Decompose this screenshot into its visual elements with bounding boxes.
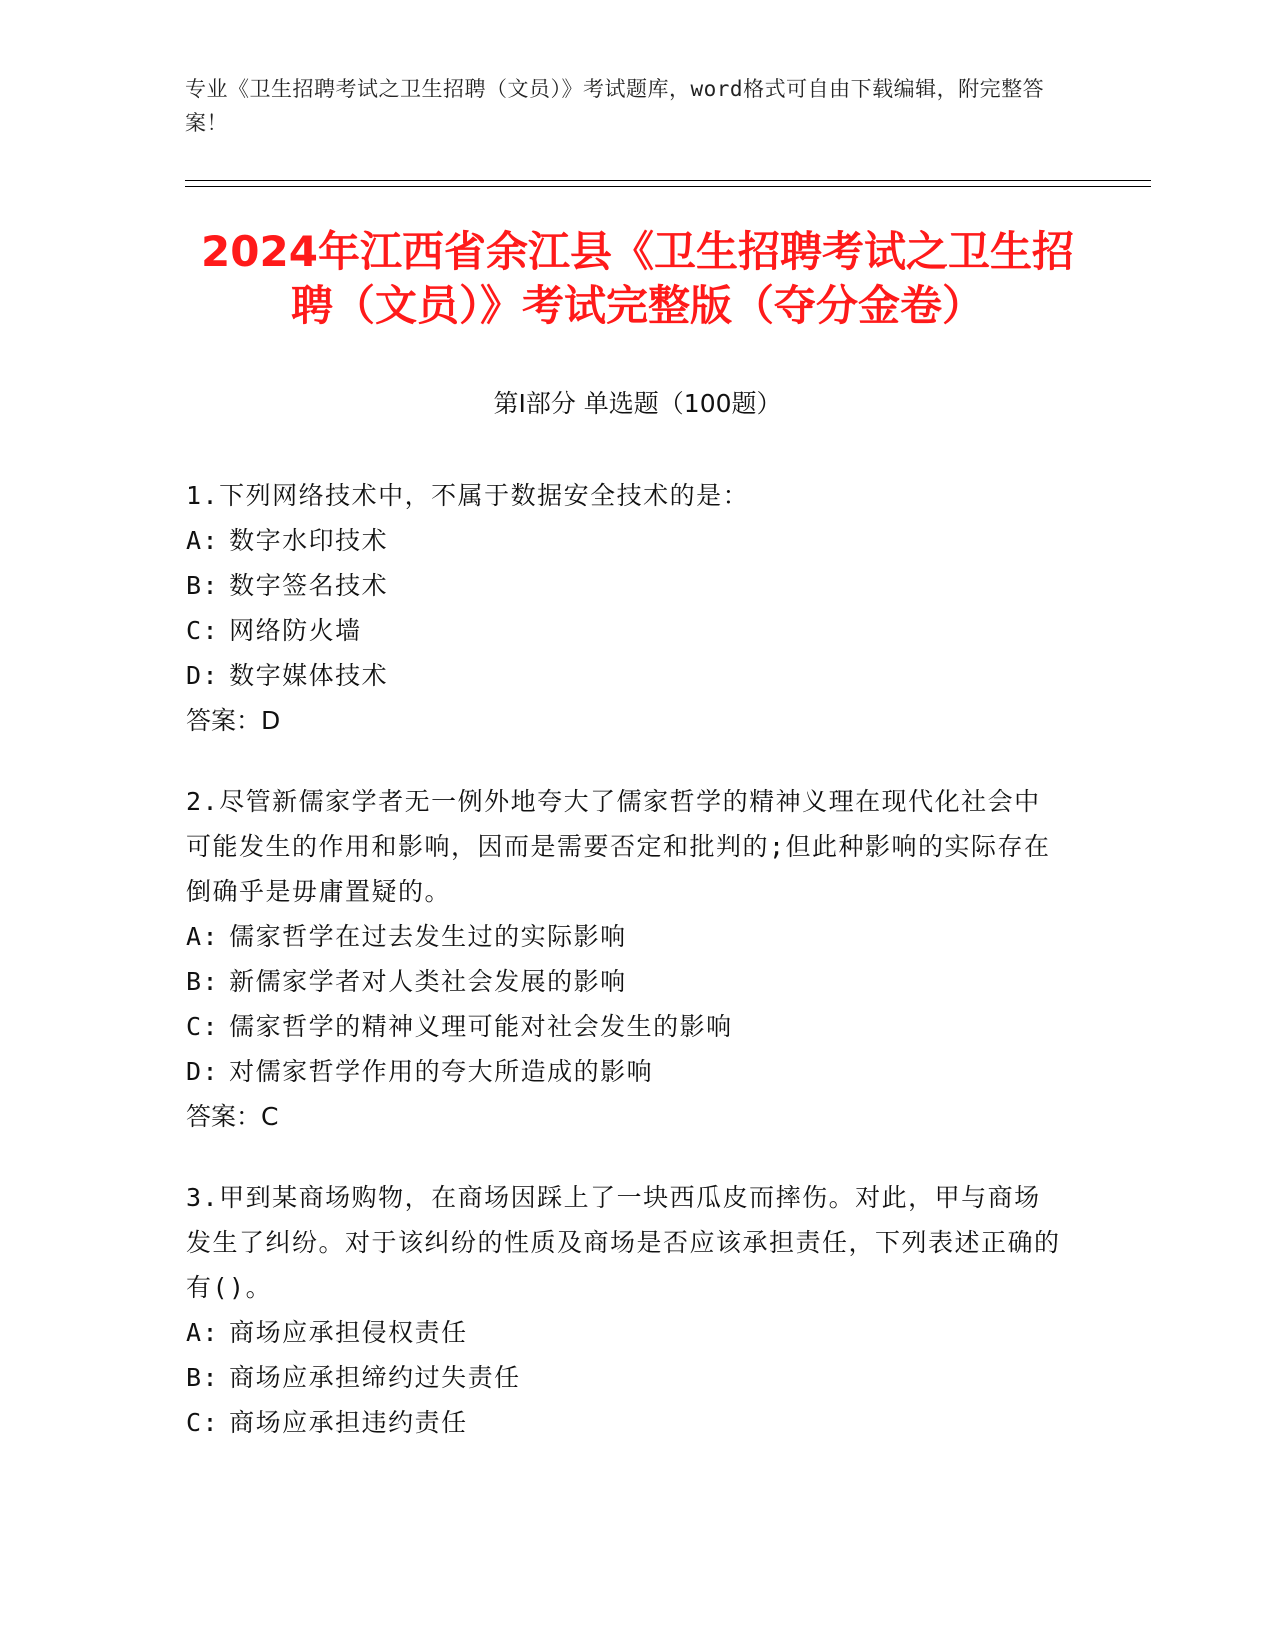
option-letter: B: — [186, 967, 220, 996]
option-text: 商场应承担违约责任 — [229, 1408, 468, 1437]
option-letter: B: — [186, 571, 220, 600]
question-text: 3.甲到某商场购物，在商场因踩上了一块西瓜皮而摔伤。对此，甲与商场发生了纠纷。对于该纠纷的性质及商场是否应该承担责任，下列表述正确的有()。 — [186, 1183, 1061, 1302]
option-d — [186, 1049, 1066, 1094]
option-text: 儒家哲学在过去发生过的实际影响 — [229, 922, 627, 951]
option-text: 数字水印技术 — [229, 526, 389, 555]
answer-label: 答案：C — [186, 1102, 279, 1131]
option-text: 数字签名技术 — [229, 571, 389, 600]
section-heading: 第I部分 单选题（100题） — [493, 389, 782, 418]
question-3 — [186, 1175, 1066, 1445]
option-b — [186, 959, 1066, 1004]
option-letter: D: — [186, 661, 220, 690]
option-letter: A: — [186, 526, 220, 555]
option-c — [186, 608, 1066, 653]
option-text: 网络防火墙 — [229, 616, 362, 645]
header-divider-top — [185, 180, 1151, 181]
option-d — [186, 653, 1066, 698]
option-c — [186, 1004, 1066, 1049]
option-text: 新儒家学者对人类社会发展的影响 — [229, 967, 627, 996]
option-letter: D: — [186, 1057, 220, 1086]
option-a — [186, 1310, 1066, 1355]
answer-label: 答案：D — [186, 706, 281, 735]
option-letter: C: — [186, 1408, 220, 1437]
option-text: 对儒家哲学作用的夸大所造成的影响 — [229, 1057, 654, 1086]
option-letter: A: — [186, 1318, 220, 1347]
option-letter: B: — [186, 1363, 220, 1392]
question-list — [186, 473, 1066, 1481]
option-text: 商场应承担缔约过失责任 — [229, 1363, 521, 1392]
document-title: 2024年江西省余江县《卫生招聘考试之卫生招聘（文员）》考试完整版（夺分金卷） — [201, 227, 1074, 330]
option-b — [186, 1355, 1066, 1400]
option-b — [186, 563, 1066, 608]
question-2 — [186, 779, 1066, 1139]
option-a — [186, 518, 1066, 563]
option-a — [186, 914, 1066, 959]
header-note: 专业《卫生招聘考试之卫生招聘（文员）》考试题库，word格式可自由下载编辑，附完整答案！ — [185, 77, 1045, 135]
header-divider-bottom — [185, 186, 1151, 187]
question-1 — [186, 473, 1066, 743]
option-c — [186, 1400, 1066, 1445]
option-text: 数字媒体技术 — [229, 661, 389, 690]
question-text: 2.尽管新儒家学者无一例外地夸大了儒家哲学的精神义理在现代化社会中可能发生的作用和影响，因而是需要否定和批判的;但此种影响的实际存在倒确乎是毋庸置疑的。 — [186, 787, 1051, 906]
option-letter: C: — [186, 1012, 220, 1041]
option-text: 商场应承担侵权责任 — [229, 1318, 468, 1347]
option-letter: A: — [186, 922, 220, 951]
option-letter: C: — [186, 616, 220, 645]
question-text: 1.下列网络技术中，不属于数据安全技术的是： — [186, 481, 750, 510]
option-text: 儒家哲学的精神义理可能对社会发生的影响 — [229, 1012, 733, 1041]
